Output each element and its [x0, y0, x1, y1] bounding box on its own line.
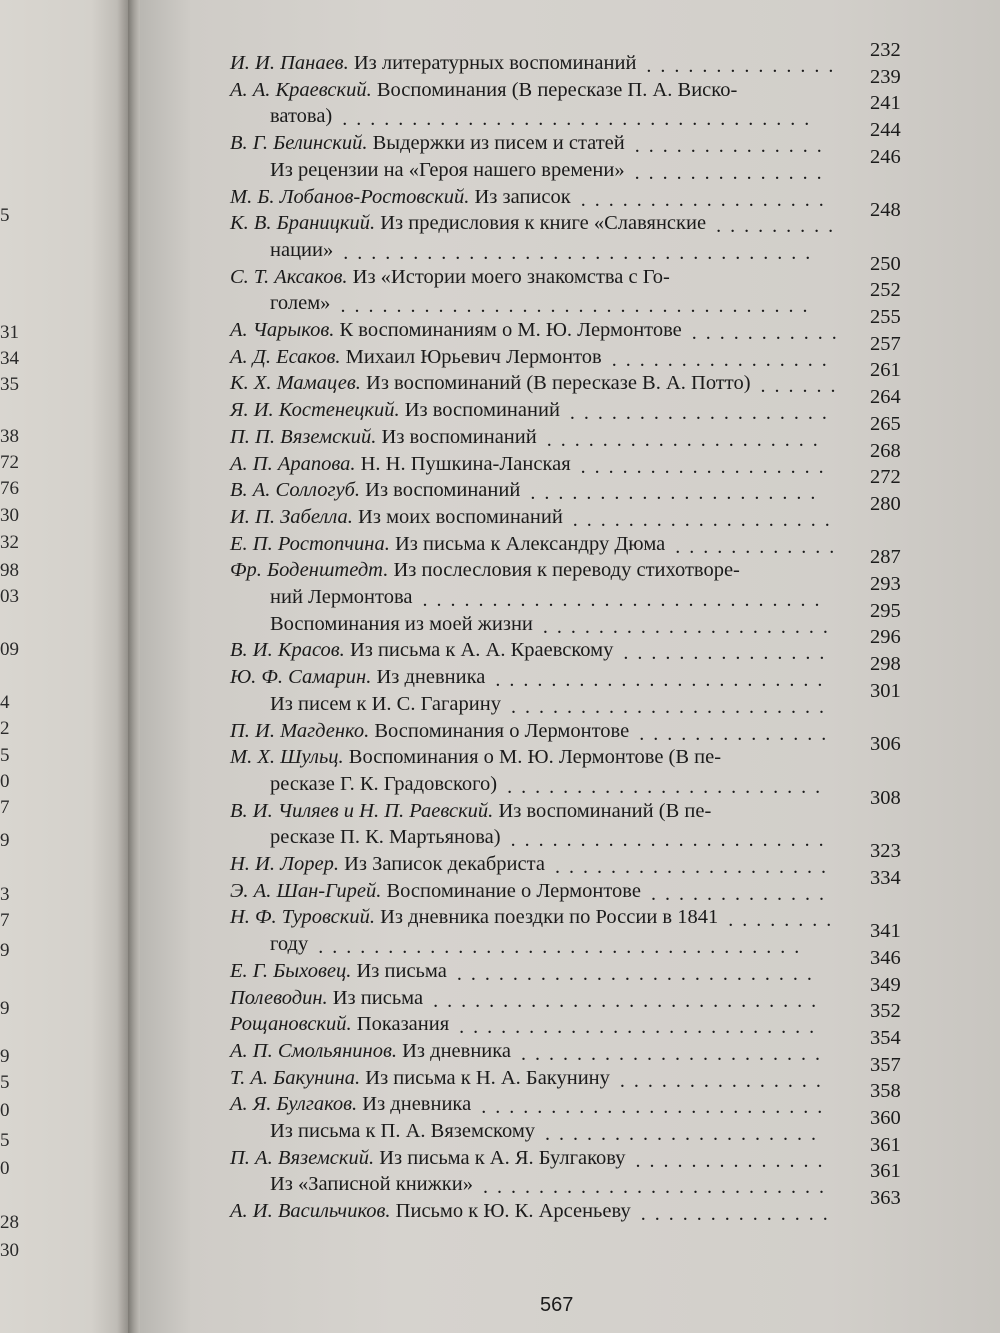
leader-dots: .......................: [507, 775, 830, 798]
left-margin-number: 72: [0, 452, 19, 473]
left-page-edge: [0, 0, 130, 1333]
toc-entry: [230, 1091, 471, 1117]
left-margin-number: 35: [0, 374, 19, 395]
entry-author: Н. И. Лорер.: [230, 853, 339, 875]
leader-dots: ............: [675, 535, 844, 558]
leader-dots: ..........................: [456, 962, 821, 985]
entry-page-number: 341: [870, 920, 901, 943]
entry-page-number: 261: [870, 359, 901, 382]
left-margin-number: 31: [0, 322, 19, 343]
entry-page-number: 296: [870, 626, 901, 649]
entry-title: Из воспоминаний: [376, 425, 537, 448]
toc-entry: [230, 1065, 610, 1091]
entry-title: Из дневника: [396, 1039, 512, 1062]
toc-entry: [230, 798, 711, 824]
left-margin-number: 76: [0, 478, 19, 499]
toc-entry: [230, 77, 737, 103]
entry-page-number: 241: [870, 92, 901, 115]
toc-entry: [230, 878, 641, 904]
entry-title: Воспоминания (В пересказе П. А. Виско-: [371, 78, 738, 101]
entry-title: Из предисловия к книге «Славянские: [375, 212, 707, 235]
toc-entry: [270, 584, 412, 610]
entry-page-number: 298: [870, 653, 901, 676]
toc-entry: [230, 557, 740, 583]
entry-author: А. И. Васильчиков.: [230, 1200, 391, 1223]
toc-entry: [230, 264, 670, 290]
left-margin-number: 34: [0, 348, 19, 369]
toc-entry: [230, 744, 721, 770]
entry-title: ватова): [270, 105, 333, 128]
toc-entry: [230, 718, 629, 744]
toc-entry: [230, 344, 602, 370]
entry-author: П. И. Магденко.: [230, 719, 370, 742]
toc-entry: [270, 157, 625, 183]
entry-author: В. И. Чиляев и Н. П. Раевский.: [230, 799, 494, 822]
entry-page-number: 363: [870, 1187, 901, 1210]
toc-entry: [230, 317, 682, 343]
leader-dots: ..................: [580, 455, 833, 478]
entry-title: Воспоминания из моей жизни: [270, 612, 533, 635]
left-margin-number: 98: [0, 560, 19, 581]
left-margin-number: 38: [0, 426, 19, 447]
entry-title: ресказе Г. К. Градовского): [270, 772, 498, 795]
left-margin-number: 9: [0, 1046, 10, 1067]
entry-page-number: 360: [870, 1107, 901, 1129]
entry-page-number: 280: [870, 492, 901, 515]
toc-entry: [270, 237, 333, 263]
leader-dots: ...................................: [318, 936, 809, 959]
entry-author: Е. П. Ростопчина.: [230, 532, 390, 555]
leader-dots: ......: [760, 375, 845, 398]
leader-dots: ...............: [623, 642, 834, 665]
leader-dots: .......................: [510, 695, 833, 718]
leader-dots: ..................: [580, 188, 833, 211]
leader-dots: .....................: [530, 482, 825, 505]
entry-title: Из послесловия к переводу стихотворе-: [388, 559, 740, 582]
entry-author: В. И. Красов.: [230, 639, 345, 662]
toc-entry: [230, 664, 485, 690]
entry-title: К воспоминаниям о М. Ю. Лермонтове: [334, 319, 682, 341]
toc-entry: [270, 290, 330, 316]
left-margin-number: 3: [0, 884, 10, 905]
entry-page-number: 352: [870, 1000, 901, 1023]
entry-author: В. А. Соллогуб.: [230, 479, 361, 502]
entry-title: Из воспоминаний: [360, 479, 521, 502]
left-margin-number: 0: [0, 1158, 10, 1179]
entry-page-number: 308: [870, 786, 901, 809]
leader-dots: .........................: [482, 1176, 833, 1199]
leader-dots: ....................: [554, 856, 835, 878]
left-margin-number: 7: [0, 797, 10, 818]
entry-author: А. Д. Есаков.: [230, 345, 341, 368]
entry-author: К. В. Браницкий.: [230, 212, 376, 235]
entry-page-number: 264: [870, 386, 901, 409]
toc-entry: [230, 504, 563, 530]
leader-dots: ..............: [635, 1149, 832, 1172]
entry-title: Из письма к П. А. Вяземскому: [270, 1120, 536, 1142]
entry-page-number: 232: [870, 39, 901, 61]
leader-dots: ...................: [572, 508, 839, 531]
entry-title: Из письма к Н. А. Бакунину: [360, 1066, 610, 1089]
entry-page-number: 346: [870, 946, 901, 969]
entry-page-number: 334: [870, 866, 901, 889]
leader-dots: .......................: [510, 829, 833, 852]
toc-entry: [230, 531, 665, 557]
entry-title: Из дневника поездки по России в 1841: [374, 906, 719, 929]
leader-dots: .....................: [542, 615, 837, 638]
toc-entry: [270, 1171, 473, 1197]
entry-author: А. П. Смольянинов.: [230, 1039, 397, 1062]
toc-entry: [230, 477, 520, 503]
entry-author: Э. А. Шан-Гирей.: [230, 879, 382, 902]
entry-title: Из воспоминаний (В пе-: [493, 799, 712, 822]
toc-entry: [230, 1038, 511, 1064]
left-margin-number: 30: [0, 505, 19, 526]
entry-author: Т. А. Бакунина.: [230, 1066, 361, 1089]
entry-title: году: [270, 933, 309, 956]
left-margin-number: 28: [0, 1212, 19, 1233]
entry-title: ний Лермонтова: [270, 586, 413, 608]
leader-dots: ..............: [646, 55, 843, 77]
leader-dots: ..............: [634, 161, 831, 184]
entry-author: К. Х. Мамацев.: [230, 372, 361, 395]
leader-dots: ....................: [545, 1123, 826, 1145]
entry-title: Михаил Юрьевич Лермонтов: [340, 345, 602, 368]
leader-dots: ..............: [634, 135, 831, 158]
left-margin-number: 5: [0, 1130, 10, 1151]
entry-page-number: 244: [870, 119, 901, 142]
toc-entry: [230, 397, 560, 423]
left-margin-number: 30: [0, 1240, 19, 1261]
toc-entry: [230, 424, 537, 450]
toc-entry: [230, 451, 571, 477]
entry-page-number: 301: [870, 679, 901, 702]
toc-entry: [230, 985, 423, 1011]
entry-author: А. А. Краевский.: [230, 78, 372, 101]
entry-page-number: 255: [870, 306, 901, 328]
entry-title: Из рецензии на «Героя нашего времени»: [270, 158, 625, 181]
entry-page-number: 250: [870, 252, 901, 275]
toc-entry: [230, 637, 613, 663]
left-margin-number: 32: [0, 532, 19, 553]
leader-dots: ...................: [569, 402, 836, 425]
leader-dots: ................: [611, 348, 836, 371]
entry-title: голем»: [270, 292, 331, 315]
toc-entry: [230, 1198, 631, 1224]
entry-title: Из Записок декабриста: [338, 853, 545, 875]
toc-entry: [230, 50, 636, 76]
entry-title: Воспоминания о Лермонтове: [369, 719, 630, 742]
leader-dots: ........................: [495, 669, 832, 692]
entry-title: Из воспоминаний: [399, 399, 560, 422]
left-margin-number: 03: [0, 586, 19, 607]
page-number: 567: [540, 1294, 574, 1316]
toc-entry: [270, 931, 308, 957]
entry-title: Из воспоминаний (В пересказе В. А. Потто): [360, 372, 751, 395]
entry-author: Полеводин.: [230, 986, 328, 1009]
entry-page-number: 323: [870, 840, 901, 862]
left-margin-number: 5: [0, 205, 10, 226]
entry-author: П. П. Вяземский.: [230, 425, 377, 448]
entry-author: Е. Г. Быховец.: [230, 959, 352, 982]
leader-dots: ..................................: [342, 108, 819, 131]
left-margin-number: 7: [0, 910, 10, 931]
entry-title: Из письма: [351, 959, 447, 982]
entry-author: В. Г. Белинский.: [230, 132, 368, 155]
entry-page-number: 361: [870, 1133, 901, 1156]
entry-title: Из письма: [327, 986, 424, 1009]
left-margin-number: 5: [0, 745, 10, 766]
toc-entry: [270, 824, 501, 850]
entry-title: ресказе П. К. Мартьянова): [270, 826, 501, 849]
left-margin-number: 09: [0, 639, 19, 660]
entry-author: Ю. Ф. Самарин.: [230, 666, 372, 689]
left-margin-number: 2: [0, 718, 10, 739]
toc-entry: [230, 1145, 626, 1171]
left-margin-number: 0: [0, 1100, 10, 1121]
entry-page-number: 257: [870, 332, 901, 355]
entry-title: Из «Истории моего знакомства с Го-: [347, 265, 670, 288]
entry-author: А. Чарыков.: [230, 319, 335, 341]
toc-entry: [230, 210, 706, 236]
leader-dots: ..............: [640, 1203, 837, 1226]
entry-title: Из моих воспоминаний: [352, 505, 563, 528]
entry-author: И. П. Забелла.: [230, 505, 353, 528]
toc-entry: [270, 1118, 535, 1144]
toc-entry: [230, 1011, 449, 1037]
leader-dots: ..................................: [340, 295, 817, 318]
entry-page-number: 268: [870, 439, 901, 462]
leader-dots: ........: [728, 909, 841, 932]
entry-page-number: 287: [870, 546, 901, 569]
entry-title: Из дневника: [371, 666, 486, 689]
toc-entry: [270, 691, 501, 717]
entry-title: Письмо к Ю. К. Арсеньеву: [390, 1200, 631, 1223]
entry-page-number: 246: [870, 145, 901, 168]
entry-author: А. Я. Булгаков.: [230, 1093, 358, 1116]
entry-page-number: 357: [870, 1053, 901, 1076]
leader-dots: ......................: [521, 1042, 830, 1065]
entry-page-number: 361: [870, 1160, 901, 1183]
entry-page-number: 265: [870, 412, 901, 435]
entry-title: Из дневника: [357, 1093, 472, 1116]
left-margin-number: 9: [0, 940, 10, 961]
entry-author: С. Т. Аксаков.: [230, 265, 348, 288]
left-margin-number: 5: [0, 1072, 10, 1093]
leader-dots: .............: [650, 882, 833, 905]
left-margin-number: 0: [0, 771, 10, 792]
entry-title: Выдержки из писем и статей: [367, 132, 625, 155]
entry-author: Рощановский.: [230, 1013, 352, 1036]
entry-page-number: 349: [870, 973, 901, 996]
entry-page-number: 248: [870, 199, 901, 222]
entry-page-number: 252: [870, 279, 901, 302]
entry-author: Фр. Боденштедт.: [230, 559, 389, 582]
entry-title: Воспоминание о Лермонтове: [381, 879, 641, 902]
toc-entry: [270, 611, 533, 637]
leader-dots: .........................: [481, 1096, 832, 1119]
toc-entry: [230, 184, 571, 210]
toc-entry: [230, 958, 447, 984]
leader-dots: ...............: [619, 1069, 830, 1092]
entry-title: Показания: [351, 1013, 450, 1036]
entry-page-number: 239: [870, 65, 901, 88]
entry-title: Из письма к А. А. Краевскому: [344, 639, 614, 662]
leader-dots: ............................: [433, 989, 826, 1012]
entry-page-number: 272: [870, 466, 901, 489]
leader-dots: .............................: [422, 589, 829, 611]
entry-author: Н. Ф. Туровский.: [230, 906, 375, 929]
entry-page-number: 306: [870, 733, 901, 756]
leader-dots: ....................: [546, 428, 827, 451]
entry-page-number: 358: [870, 1080, 901, 1103]
entry-title: Из записок: [469, 185, 571, 208]
entry-page-number: 354: [870, 1026, 901, 1049]
toc-entry: [230, 851, 545, 877]
entry-author: А. П. Арапова.: [230, 452, 356, 475]
toc-entry: [270, 103, 332, 129]
entry-author: М. Х. Шульц.: [230, 746, 344, 769]
entry-author: П. А. Вяземский.: [230, 1146, 375, 1169]
entry-title: Н. Н. Пушкина-Ланская: [355, 452, 571, 475]
entry-title: Из письма к Александру Дюма: [389, 532, 666, 555]
entry-author: Я. И. Костенецкий.: [230, 399, 400, 422]
left-margin-number: 9: [0, 998, 10, 1019]
leader-dots: ...........: [691, 322, 846, 344]
entry-title: Из литературных воспоминаний: [348, 52, 637, 74]
entry-title: Из писем к И. С. Гагарину: [270, 692, 501, 715]
left-margin-number: 4: [0, 692, 10, 713]
entry-page-number: 293: [870, 573, 901, 595]
leader-dots: .........: [716, 215, 843, 238]
entry-title: Воспоминания о М. Ю. Лермонтове (В пе-: [343, 746, 722, 769]
entry-page-number: 295: [870, 599, 901, 622]
toc-entry: [270, 771, 497, 797]
entry-title: Из «Записной книжки»: [270, 1173, 473, 1196]
toc-entry: [230, 130, 625, 156]
entry-author: М. Б. Лобанов-Ростовский.: [230, 185, 470, 208]
left-margin-number: 9: [0, 830, 10, 851]
toc-entry: [230, 904, 718, 930]
entry-author: И. И. Панаев.: [230, 52, 349, 74]
entry-title: нации»: [270, 238, 334, 261]
entry-title: Из письма к А. Я. Булгакову: [374, 1146, 626, 1169]
leader-dots: ..............: [639, 722, 836, 745]
leader-dots: ..................................: [343, 241, 820, 264]
leader-dots: ..........................: [459, 1016, 824, 1039]
toc-entry: [230, 370, 751, 396]
